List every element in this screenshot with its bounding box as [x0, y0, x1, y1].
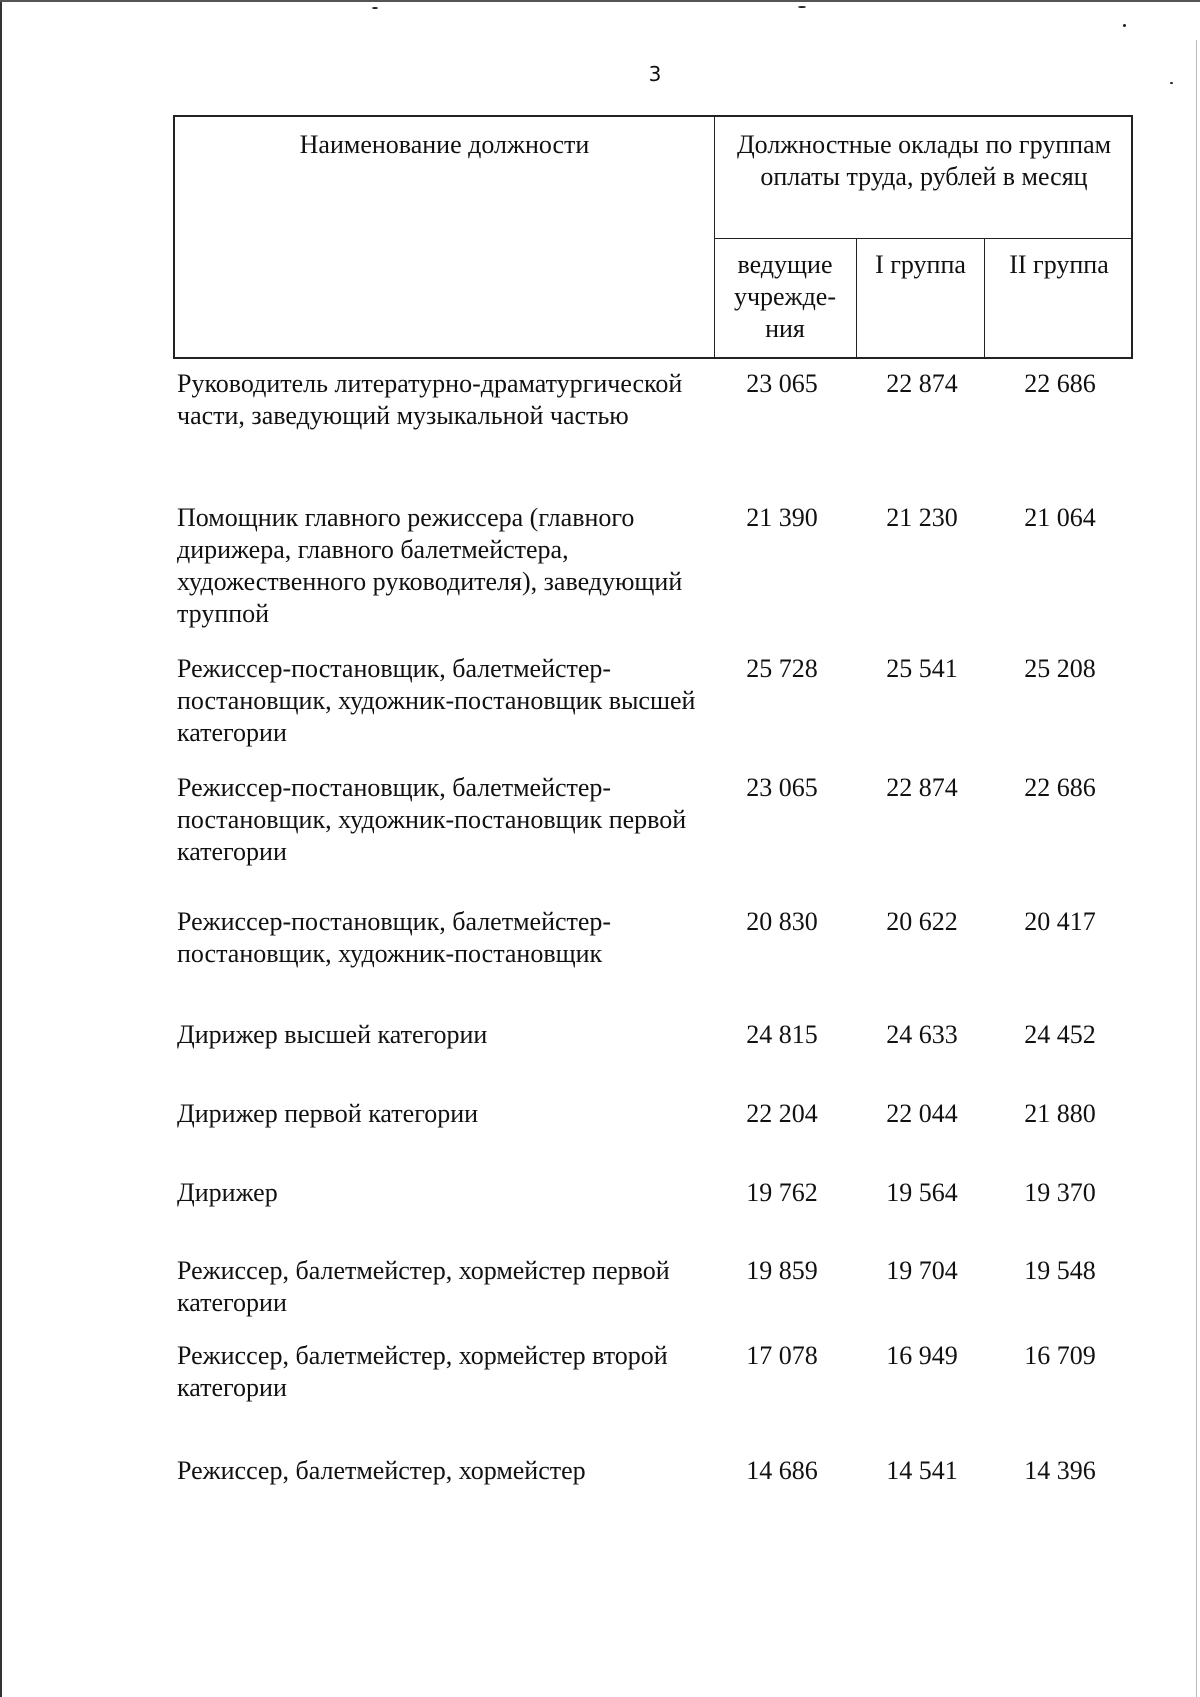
salary-leading: 23 065	[746, 773, 818, 802]
position-title: Помощник главного режиссера (главного дирижера, главного балетмейстера, художественного руководителя), заведующий труппой	[177, 503, 683, 628]
position-title: Режиссер, балетмейстер, хормейстер первой категории	[177, 1256, 670, 1317]
scan-speck	[1123, 24, 1126, 27]
salary-group-2: 21 064	[1024, 503, 1096, 532]
salary-group-2: 19 370	[1024, 1178, 1096, 1207]
salary-group-2: 22 686	[1024, 369, 1096, 398]
salary-group-2: 22 686	[1024, 773, 1096, 802]
salary-group-2: 24 452	[1024, 1020, 1096, 1049]
header-sub-leading: ведущие учрежде-ния	[733, 250, 836, 343]
salary-leading: 23 065	[746, 369, 818, 398]
header-divider	[714, 117, 715, 357]
position-title: Режиссер-постановщик, балетмейстер-постановщик, художник-постановщик	[177, 907, 612, 968]
salary-leading: 25 728	[746, 654, 818, 683]
position-title: Режиссер-постановщик, балетмейстер-постановщик, художник-постановщик высшей категории	[177, 654, 696, 747]
salary-group-1: 21 230	[886, 503, 958, 532]
salary-group-2: 14 396	[1024, 1456, 1096, 1485]
header-divider	[714, 238, 1133, 239]
position-title: Режиссер, балетмейстер, хормейстер второй категории	[177, 1341, 668, 1402]
page-edge-top	[0, 0, 1200, 2]
salary-leading: 19 762	[746, 1178, 818, 1207]
header-position-name: Наименование должности	[299, 130, 590, 159]
salary-group-1: 16 949	[886, 1341, 958, 1370]
salary-group-1: 14 541	[886, 1456, 958, 1485]
page-number: 3	[648, 62, 662, 86]
header-salary-group: Должностные оклады по группам оплаты труда, рублей в месяц	[736, 130, 1112, 191]
position-title: Режиссер, балетмейстер, хормейстер	[177, 1456, 586, 1485]
salary-group-2: 19 548	[1024, 1256, 1096, 1285]
header-sub-group-2: II группа	[1009, 250, 1109, 279]
position-title: Дирижер	[177, 1178, 278, 1207]
salary-leading: 19 859	[746, 1256, 818, 1285]
table-header	[173, 115, 1133, 359]
salary-group-1: 22 874	[886, 369, 958, 398]
page-edge-right	[1196, 40, 1197, 1697]
salary-group-2: 21 880	[1024, 1099, 1096, 1128]
page-edge-left	[0, 0, 2, 1697]
position-title: Дирижер высшей категории	[177, 1020, 488, 1049]
salary-group-1: 22 874	[886, 773, 958, 802]
salary-leading: 17 078	[746, 1341, 818, 1370]
salary-group-1: 22 044	[886, 1099, 958, 1128]
salary-group-2: 25 208	[1024, 654, 1096, 683]
scan-speck	[798, 6, 806, 8]
position-title: Дирижер первой категории	[177, 1099, 479, 1128]
scan-speck	[372, 7, 378, 9]
salary-group-1: 24 633	[886, 1020, 958, 1049]
salary-leading: 24 815	[746, 1020, 818, 1049]
salary-leading: 20 830	[746, 907, 818, 936]
salary-leading: 22 204	[746, 1099, 818, 1128]
salary-group-1: 20 622	[886, 907, 958, 936]
header-sub-group-1: I группа	[875, 250, 966, 279]
salary-leading: 14 686	[746, 1456, 818, 1485]
salary-group-1: 19 564	[886, 1178, 958, 1207]
position-title: Режиссер-постановщик, балетмейстер-постановщик, художник-постановщик первой категории	[177, 773, 687, 866]
salary-group-2: 20 417	[1024, 907, 1096, 936]
salary-leading: 21 390	[746, 503, 818, 532]
position-title: Руководитель литературно-драматургической части, заведующий музыкальной частью	[177, 369, 683, 430]
scan-speck	[1170, 82, 1173, 84]
salary-group-1: 25 541	[886, 654, 958, 683]
salary-group-1: 19 704	[886, 1256, 958, 1285]
salary-group-2: 16 709	[1024, 1341, 1096, 1370]
